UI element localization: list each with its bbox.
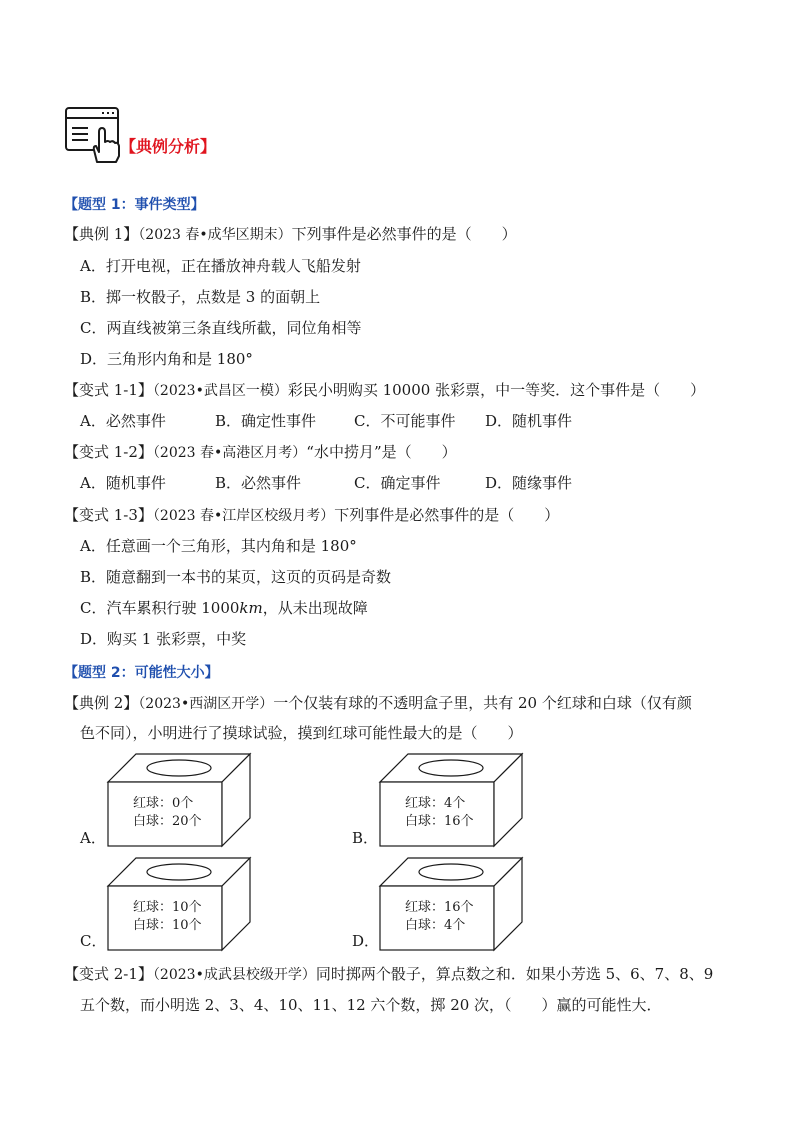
question-6 <box>64 964 713 985</box>
question-stem-continued: 色不同），小明进行了摸球试验，摸到红球可能性最大的是（ ） <box>80 724 523 742</box>
box-c-red: 红球：10个 <box>133 900 202 915</box>
section-heading-1: 【题型 1：事件类型】 <box>64 197 205 213</box>
option-b: B．确定性事件 <box>215 412 317 430</box>
question-5 <box>64 693 692 714</box>
option-d: D．随缘事件 <box>485 474 573 492</box>
question-tag: 【变式 1-1】 <box>64 381 153 399</box>
unit-text: km <box>239 599 263 617</box>
box-d-letter: D． <box>352 932 380 950</box>
question-stem: 下列事件是必然事件的是（ ） <box>334 506 560 524</box>
option-text: C．汽车累积行驶 1000 <box>80 599 240 617</box>
section-heading-2: 【题型 2：可能性大小】 <box>64 665 219 681</box>
option-c: C．两直线被第三条直线所截，同位角相等 <box>80 319 362 337</box>
box-c-white: 白球：10个 <box>133 918 202 933</box>
question-source: （2023•西湖区开学） <box>138 696 274 712</box>
page-title: 【典例分析】 <box>120 137 217 156</box>
question-2 <box>64 380 705 401</box>
question-stem: 彩民小明购买 10000 张彩票，中一等奖．这个事件是（ ） <box>287 381 706 399</box>
option-c <box>80 598 368 618</box>
option-d: D．购买 1 张彩票，中奖 <box>80 630 247 648</box>
option-a: A．打开电视，正在播放神舟载人飞船发射 <box>80 257 361 275</box>
question-source: （2023•武昌区一模） <box>152 383 288 399</box>
pointer-hand-icon <box>64 106 124 164</box>
question-3 <box>64 442 457 463</box>
option-tail: ，从未出现故障 <box>262 599 368 617</box>
question-tag: 【典例 2】 <box>64 694 139 712</box>
question-stem: 同时掷两个骰子，算点数之和．如果小芳选 5、6、7、8、9 <box>315 965 714 983</box>
question-stem: 一个仅装有球的不透明盒子里，共有 20 个红球和白球（仅有颜 <box>273 694 692 712</box>
option-b: B．必然事件 <box>215 474 302 492</box>
question-tag: 【变式 1-3】 <box>64 506 153 524</box>
question-stem: 下列事件是必然事件的是（ ） <box>291 225 517 243</box>
option-b: B．掷一枚骰子，点数是 3 的面朝上 <box>80 288 321 306</box>
question-1 <box>64 224 517 245</box>
question-tag: 【典例 1】 <box>64 225 139 243</box>
box-c-letter: C． <box>80 932 107 950</box>
box-b-white: 白球：16个 <box>405 814 474 829</box>
option-c: C．不可能事件 <box>354 412 456 430</box>
option-a: A．必然事件 <box>80 412 166 430</box>
box-d-red: 红球：16个 <box>405 900 474 915</box>
question-stem: “水中捞月”是（ ） <box>306 443 457 461</box>
question-source: （2023 春•高港区月考） <box>152 445 307 461</box>
question-4 <box>64 505 559 526</box>
box-a-white: 白球：20个 <box>133 814 202 829</box>
box-b-letter: B． <box>352 829 379 847</box>
option-c: C．确定事件 <box>354 474 441 492</box>
question-stem-continued: 五个数，而小明选 2、3、4、10、11、12 六个数，掷 20 次，（ ）赢的可能性大． <box>80 996 662 1014</box>
question-tag: 【变式 1-2】 <box>64 443 153 461</box>
box-b-red: 红球：4个 <box>405 796 466 811</box>
option-a: A．随机事件 <box>80 474 166 492</box>
question-source: （2023 春•江岸区校级月考） <box>152 508 335 524</box>
option-d: D．三角形内角和是 180° <box>80 350 253 368</box>
box-d-white: 白球：4个 <box>405 918 466 933</box>
question-tag: 【变式 2-1】 <box>64 965 153 983</box>
box-a-red: 红球：0个 <box>133 796 194 811</box>
question-source: （2023 春•成华区期末） <box>138 227 292 243</box>
box-a-letter: A． <box>80 829 106 847</box>
option-a: A．任意画一个三角形，其内角和是 180° <box>80 537 357 555</box>
question-source: （2023•成武县校级开学） <box>152 967 316 983</box>
option-b: B．随意翻到一本书的某页，这页的页码是奇数 <box>80 568 392 586</box>
option-d: D．随机事件 <box>485 412 573 430</box>
